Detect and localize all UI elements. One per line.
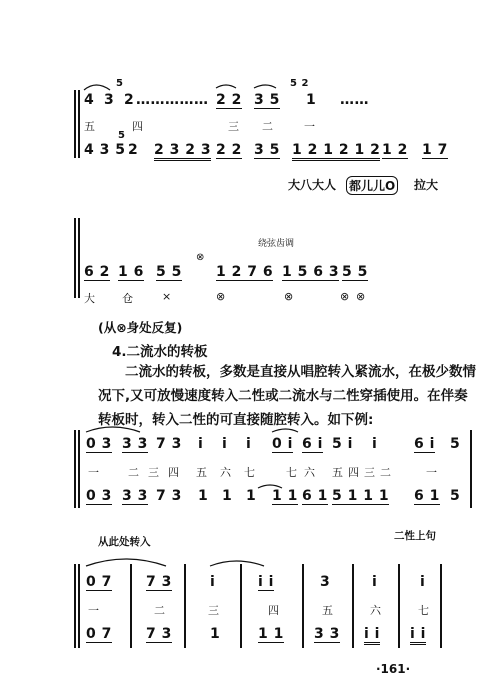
slur [258,485,282,488]
label: 一 [88,466,99,479]
label: 五 [322,604,333,617]
slur [210,561,264,566]
label: 一 [426,466,437,479]
label: 六 [220,466,231,479]
label: 三 [364,466,375,479]
label: 二 [128,466,139,479]
note: 3 3 [122,488,148,504]
lyric: 都儿儿O [346,176,398,195]
section-label: 二性上句 [394,530,436,542]
note: 6 i [302,436,323,452]
section-heading: 4.二流水的转板 [112,344,208,360]
label: 三 [148,466,159,479]
technique-label: 绕弦齿调 [258,239,295,249]
note: 0 7 [86,626,112,642]
note: i i [364,626,380,645]
label: ⊗ [284,290,294,303]
note: 6 1 [302,488,328,504]
note: 3 5 [254,92,280,108]
label: 一 [88,604,99,617]
label: 仓 [122,292,133,305]
note: 6 1 [414,488,440,504]
label: × [162,290,172,303]
label: 四 [268,604,279,617]
label: 一 [304,120,315,133]
note: 1 [246,488,257,504]
note: 2 [128,142,139,158]
label: 三 [208,604,219,617]
transition-label: 从此处转入 [98,536,151,548]
note: 4 [84,92,95,108]
note: i [198,436,204,452]
note: 1 [222,488,233,504]
note: 5 1 1 1 [332,488,390,504]
note: 7 3 [156,488,182,504]
label: 五 [196,466,207,479]
note: 0 3 [86,488,112,504]
note: i [222,436,228,452]
label: ⊗ [340,290,350,303]
note: 3 [320,574,331,590]
note: 3 3 [122,436,148,452]
note: i i [258,574,274,590]
note: 1 [306,92,317,108]
slur [216,85,236,88]
note: i [372,436,378,452]
label: 七 [418,604,429,617]
note: 1 7 [422,142,448,158]
note: 1 2 7 6 [216,264,274,280]
note: 1 6 [118,264,144,280]
slur [86,559,166,566]
grace-note: 5 2 [290,78,309,89]
note: 1 2 [382,142,408,158]
note: 5 5 [156,264,182,280]
note: 1 1 [258,626,284,642]
note: 2 3 2 3 [154,142,211,161]
label: 七 [244,466,255,479]
note: 5 [450,436,461,452]
note: 0 i [272,436,293,452]
label: 三 [228,120,239,133]
grace-note: 5 [118,130,126,141]
label: 二 [380,466,391,479]
note: 5 [450,488,461,504]
label: 六 [304,466,315,479]
dots: …… [340,92,369,108]
label: ⊗ [356,290,366,303]
label: 二 [154,604,165,617]
note: i [246,436,252,452]
label: ⊗ [216,290,226,303]
note: 7 3 [146,626,172,642]
note: 3 5 [254,142,280,158]
grace-note: 5 [116,78,124,89]
note: 5 i [332,436,353,452]
note: 1 [210,626,221,642]
note: 6 i [414,436,435,452]
note: i [372,574,378,590]
lyric: 大八大人 [288,178,337,192]
slur [86,427,140,432]
label: 四 [348,466,359,479]
note: 3 [104,92,115,108]
lyric: 拉大 [414,178,439,192]
label: 二 [262,120,273,133]
repeat-note: (从⊗身处反复) [98,320,183,335]
slur [272,429,298,432]
slur [84,85,110,90]
slur [254,85,276,88]
page-number: ·161· [376,662,411,676]
paragraph: 二流水的转板，多数是直接从唱腔转入紧流水，在极少数情况下,又可放慢速度转入二性或二流水与二性穿插使用。在伴奏转板时，转入二性的可直接随腔转入。如下例: [98,364,476,428]
label: 六 [370,604,381,617]
note: 1 5 6 3 [282,264,340,280]
label: 五 [84,120,95,133]
marker: ⊗ [196,252,205,263]
note: 2 2 [216,142,242,158]
note: 2 2 [216,92,242,108]
label: 七 [286,466,297,479]
note: 6 2 [84,264,110,280]
note: 7 3 [146,574,172,590]
label: 四 [132,120,143,133]
note: 4 3 5 [84,142,126,158]
dots: …………… [136,92,209,108]
note: 1 [198,488,209,504]
note: 0 7 [86,574,112,590]
label: 四 [168,466,179,479]
label: 五 [332,466,343,479]
note: i i [410,626,426,645]
note: 1 2 1 2 1 2 [292,142,380,161]
note: 0 3 [86,436,112,452]
note: 1 1 [272,488,298,504]
label: 大 [84,292,95,305]
note: i [210,574,216,590]
note: 5 5 [342,264,368,280]
note: 7 3 [156,436,182,452]
note: 2 [124,92,135,108]
note: 3 3 [314,626,340,642]
note: i [420,574,426,590]
